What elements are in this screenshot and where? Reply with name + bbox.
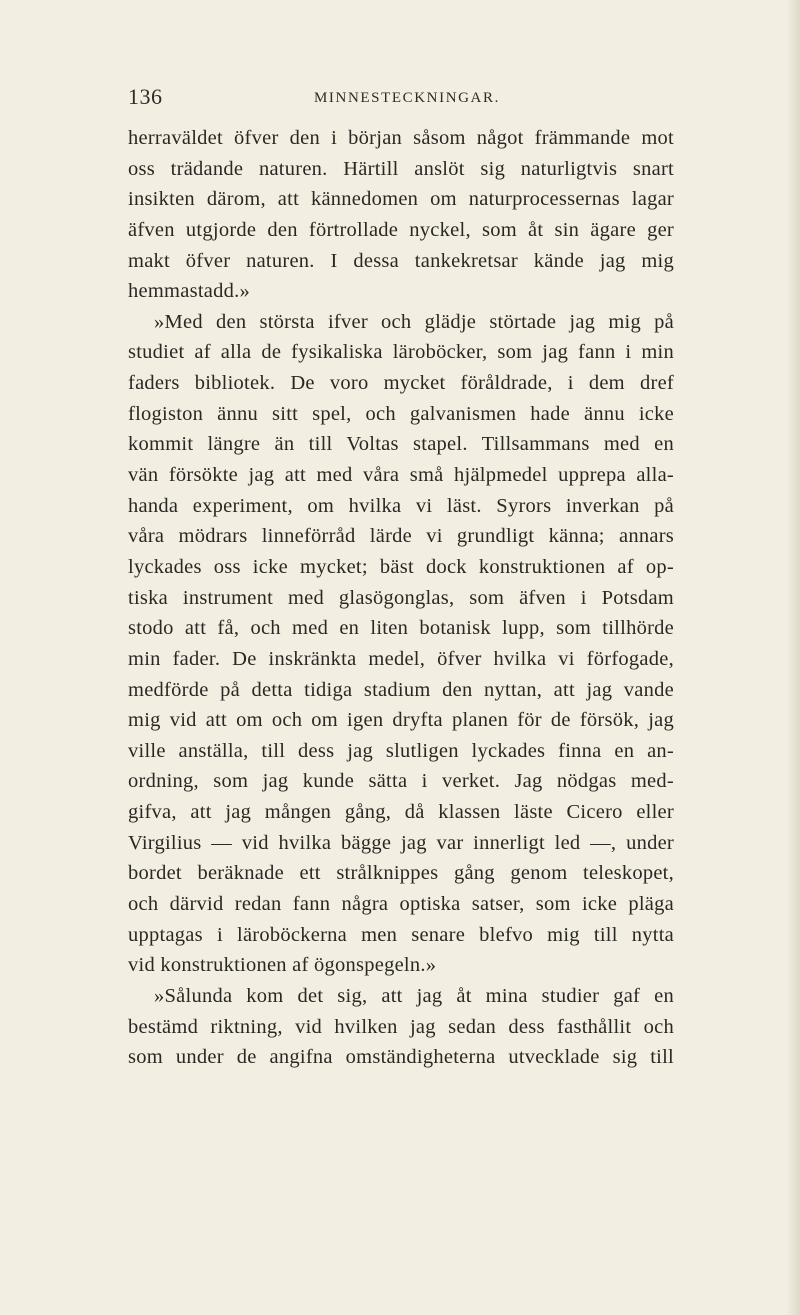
text-line: äfven utgjorde den förtrollade nyckel, som åt sin ägare ger (128, 218, 674, 241)
page-edge-shadow (786, 0, 800, 1315)
text-line: våra mödrars linneförråd lärde vi grundligt känna; annars (128, 525, 674, 548)
text-line: »Med den största ifver och glädje störtade jag mig på (154, 310, 674, 333)
text-line: ville anställa, till dess jag slutligen lyckades finna en an- (128, 739, 674, 762)
text-line: upptagas i läroböckerna men senare blefvo mig till nytta (128, 923, 674, 946)
page-number: 136 (128, 84, 163, 109)
text-line: som under de angifna omständigheterna utvecklade sig till (128, 1046, 674, 1069)
body-text (128, 123, 674, 1073)
text-line: ordning, som jag kunde sätta i verket. Jag nödgas med- (128, 770, 674, 793)
text-line: bestämd riktning, vid hvilken jag sedan dess fasthållit och (128, 1015, 674, 1038)
text-line: vän försökte jag att med våra små hjälpmedel upprepa alla- (128, 464, 674, 487)
text-line: herraväldet öfver den i början såsom något främmande mot (128, 127, 674, 149)
text-line: handa experiment, om hvilka vi läst. Syrors inverkan på (128, 494, 674, 517)
text-line: hemmastadd.» (128, 280, 250, 303)
text-line: oss trädande naturen. Härtill anslöt sig naturligtvis snart (128, 157, 674, 180)
text-line: stodo att få, och med en liten botanisk lupp, som tillhörde (128, 617, 674, 640)
text-line: flogiston ännu sitt spel, och galvanismen hade ännu icke (128, 402, 674, 425)
text-line: insikten därom, att kännedomen om naturprocessernas lagar (128, 188, 674, 211)
page-header (128, 84, 674, 114)
text-line: makt öfver naturen. I dessa tankekretsar kände jag mig (128, 249, 674, 272)
text-line: lyckades oss icke mycket; bäst dock konstruktionen af op- (128, 555, 674, 578)
text-line: min fader. De inskränkta medel, öfver hvilka vi förfogade, (128, 647, 674, 670)
text-line: »Sålunda kom det sig, att jag åt mina studier gaf en (154, 984, 674, 1007)
text-line: Virgilius — vid hvilka bägge jag var innerligt led —, under (128, 831, 674, 854)
text-line: tiska instrument med glasögonglas, som äfven i Potsdam (128, 586, 674, 609)
text-line: gifva, att jag mången gång, då klassen läste Cicero eller (128, 801, 674, 824)
text-line: och därvid redan fann några optiska satser, som icke pläga (128, 893, 674, 916)
running-title: MINNESTECKNINGAR. (314, 90, 500, 106)
text-line: medförde på detta tidiga stadium den nyttan, att jag vande (128, 678, 674, 701)
text-line: kommit längre än till Voltas stapel. Tillsammans med en (128, 433, 674, 456)
text-line: vid konstruktionen af ögonspegeln.» (128, 954, 437, 977)
text-line: mig vid att om och om igen dryfta planen för de försök, jag (128, 709, 674, 732)
text-line: studiet af alla de fysikaliska läroböcker, som jag fann i min (128, 341, 674, 364)
text-line: faders bibliotek. De voro mycket föråldrade, i dem dref (128, 372, 674, 395)
text-line: bordet beräknade ett strålknippes gång genom teleskopet, (128, 862, 674, 885)
